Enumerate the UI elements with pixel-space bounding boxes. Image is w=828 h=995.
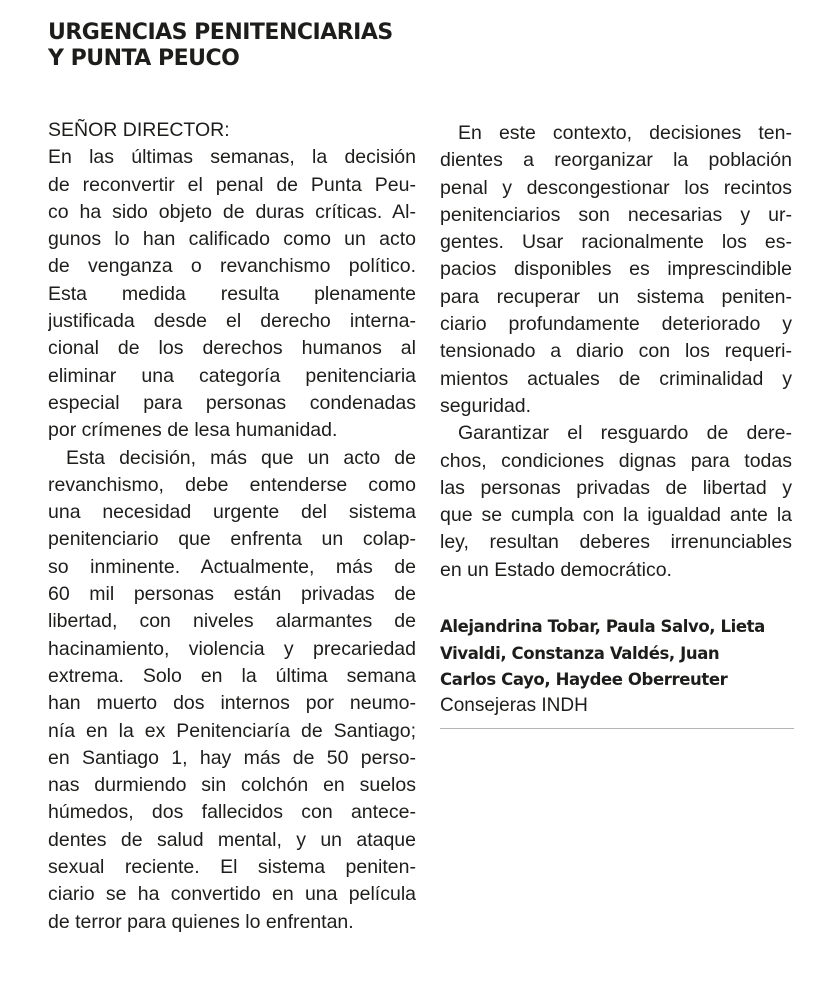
text-line: han muerto dos internos por neumo- [48, 692, 416, 715]
text-line: que se cumpla con la igualdad ante la [440, 504, 792, 527]
text-line: de reconvertir el penal de Punta Peu- [48, 173, 416, 196]
text-line: Garantizar el resguardo de dere- [458, 422, 792, 445]
text-line: de terror para quienes lo enfrentan. [48, 910, 354, 933]
text-line: penitenciarios son necesarias y ur- [440, 203, 792, 226]
paragraph-right-2 [440, 420, 792, 584]
signatories-role: Consejeras INDH [440, 695, 588, 716]
text-line: por crímenes de lesa humanidad. [48, 419, 338, 442]
text-line: eliminar una categoría penitenciaria [48, 364, 416, 387]
text-line: de venganza o revanchismo político. [48, 255, 416, 278]
text-line: en Santiago 1, hay más de 50 perso- [48, 746, 416, 769]
text-line: pacios disponibles es imprescindible [440, 258, 792, 281]
headline-line: URGENCIAS PENITENCIARIAS [48, 20, 393, 45]
signatories-line: Carlos Cayo, Haydee Oberreuter [440, 670, 728, 689]
text-line: penal y descongestionar los recintos [440, 176, 792, 199]
text-line: revanchismo, debe entenderse como [48, 473, 416, 496]
text-line: una necesidad urgente del sistema [48, 501, 416, 524]
text-line: seguridad. [440, 394, 532, 417]
text-line: nía en la ex Penitenciaría de Santiago; [48, 719, 416, 742]
right-column [440, 120, 792, 584]
text-line: dentes de salud mental, y un ataque [48, 828, 416, 851]
text-line: En este contexto, decisiones ten- [458, 122, 792, 144]
text-line: ciario se ha convertido en una película [48, 883, 416, 906]
signatories-line: Alejandrina Tobar, Paula Salvo, Lieta [440, 617, 765, 636]
signatories [440, 614, 810, 694]
text-line: ley, resultan deberes irrenunciables [440, 531, 792, 554]
paragraph-left-1 [48, 144, 416, 444]
text-line: Esta decisión, más que un acto de [66, 446, 416, 469]
text-line: húmedos, dos fallecidos con antece- [48, 801, 416, 824]
paragraph-left-2 [48, 445, 416, 936]
text-line: cional de los derechos humanos al [48, 337, 416, 360]
text-line: ciario profundamente deteriorado y [440, 313, 792, 336]
text-line: tensionado a diario con los requeri- [440, 340, 792, 363]
text-line: penitenciario que enfrenta un colap- [48, 528, 416, 551]
text-line: dientes a reorganizar la población [440, 149, 792, 172]
left-column [48, 117, 416, 936]
text-line: en un Estado democrático. [440, 558, 672, 581]
headline [48, 20, 428, 72]
text-line: Esta medida resulta plenamente [48, 282, 416, 305]
text-line: sexual reciente. El sistema peniten- [48, 856, 416, 879]
text-line: para recuperar un sistema peniten- [440, 285, 792, 308]
text-line: co ha sido objeto de duras críticas. Al- [48, 200, 416, 223]
text-line: especial para personas condenadas [48, 391, 416, 414]
text-line: justificada desde el derecho interna- [48, 310, 416, 333]
divider [440, 728, 794, 729]
text-line: gunos lo han calificado como un acto [48, 228, 416, 251]
text-line: libertad, con niveles alarmantes de [48, 610, 416, 633]
text-line: gentes. Usar racionalmente los es- [440, 231, 792, 254]
text-line: 60 mil personas están privadas de [48, 583, 416, 606]
headline-line: Y PUNTA PEUCO [48, 46, 240, 71]
text-line: En las últimas semanas, la decisión [48, 146, 416, 169]
text-line: so inminente. Actualmente, más de [48, 555, 416, 578]
text-line: extrema. Solo en la última semana [48, 664, 416, 687]
text-line: mientos actuales de criminalidad y [440, 367, 792, 390]
signatories-line: Vivaldi, Constanza Valdés, Juan [440, 643, 720, 663]
text-line: hacinamiento, violencia y precariedad [48, 637, 416, 660]
text-line: chos, condiciones dignas para todas [440, 449, 792, 472]
salutation: SEÑOR DIRECTOR: [48, 119, 230, 141]
text-line: las personas privadas de libertad y [440, 476, 792, 499]
paragraph-right-1 [440, 120, 792, 420]
text-line: nas durmiendo sin colchón en suelos [48, 774, 416, 797]
